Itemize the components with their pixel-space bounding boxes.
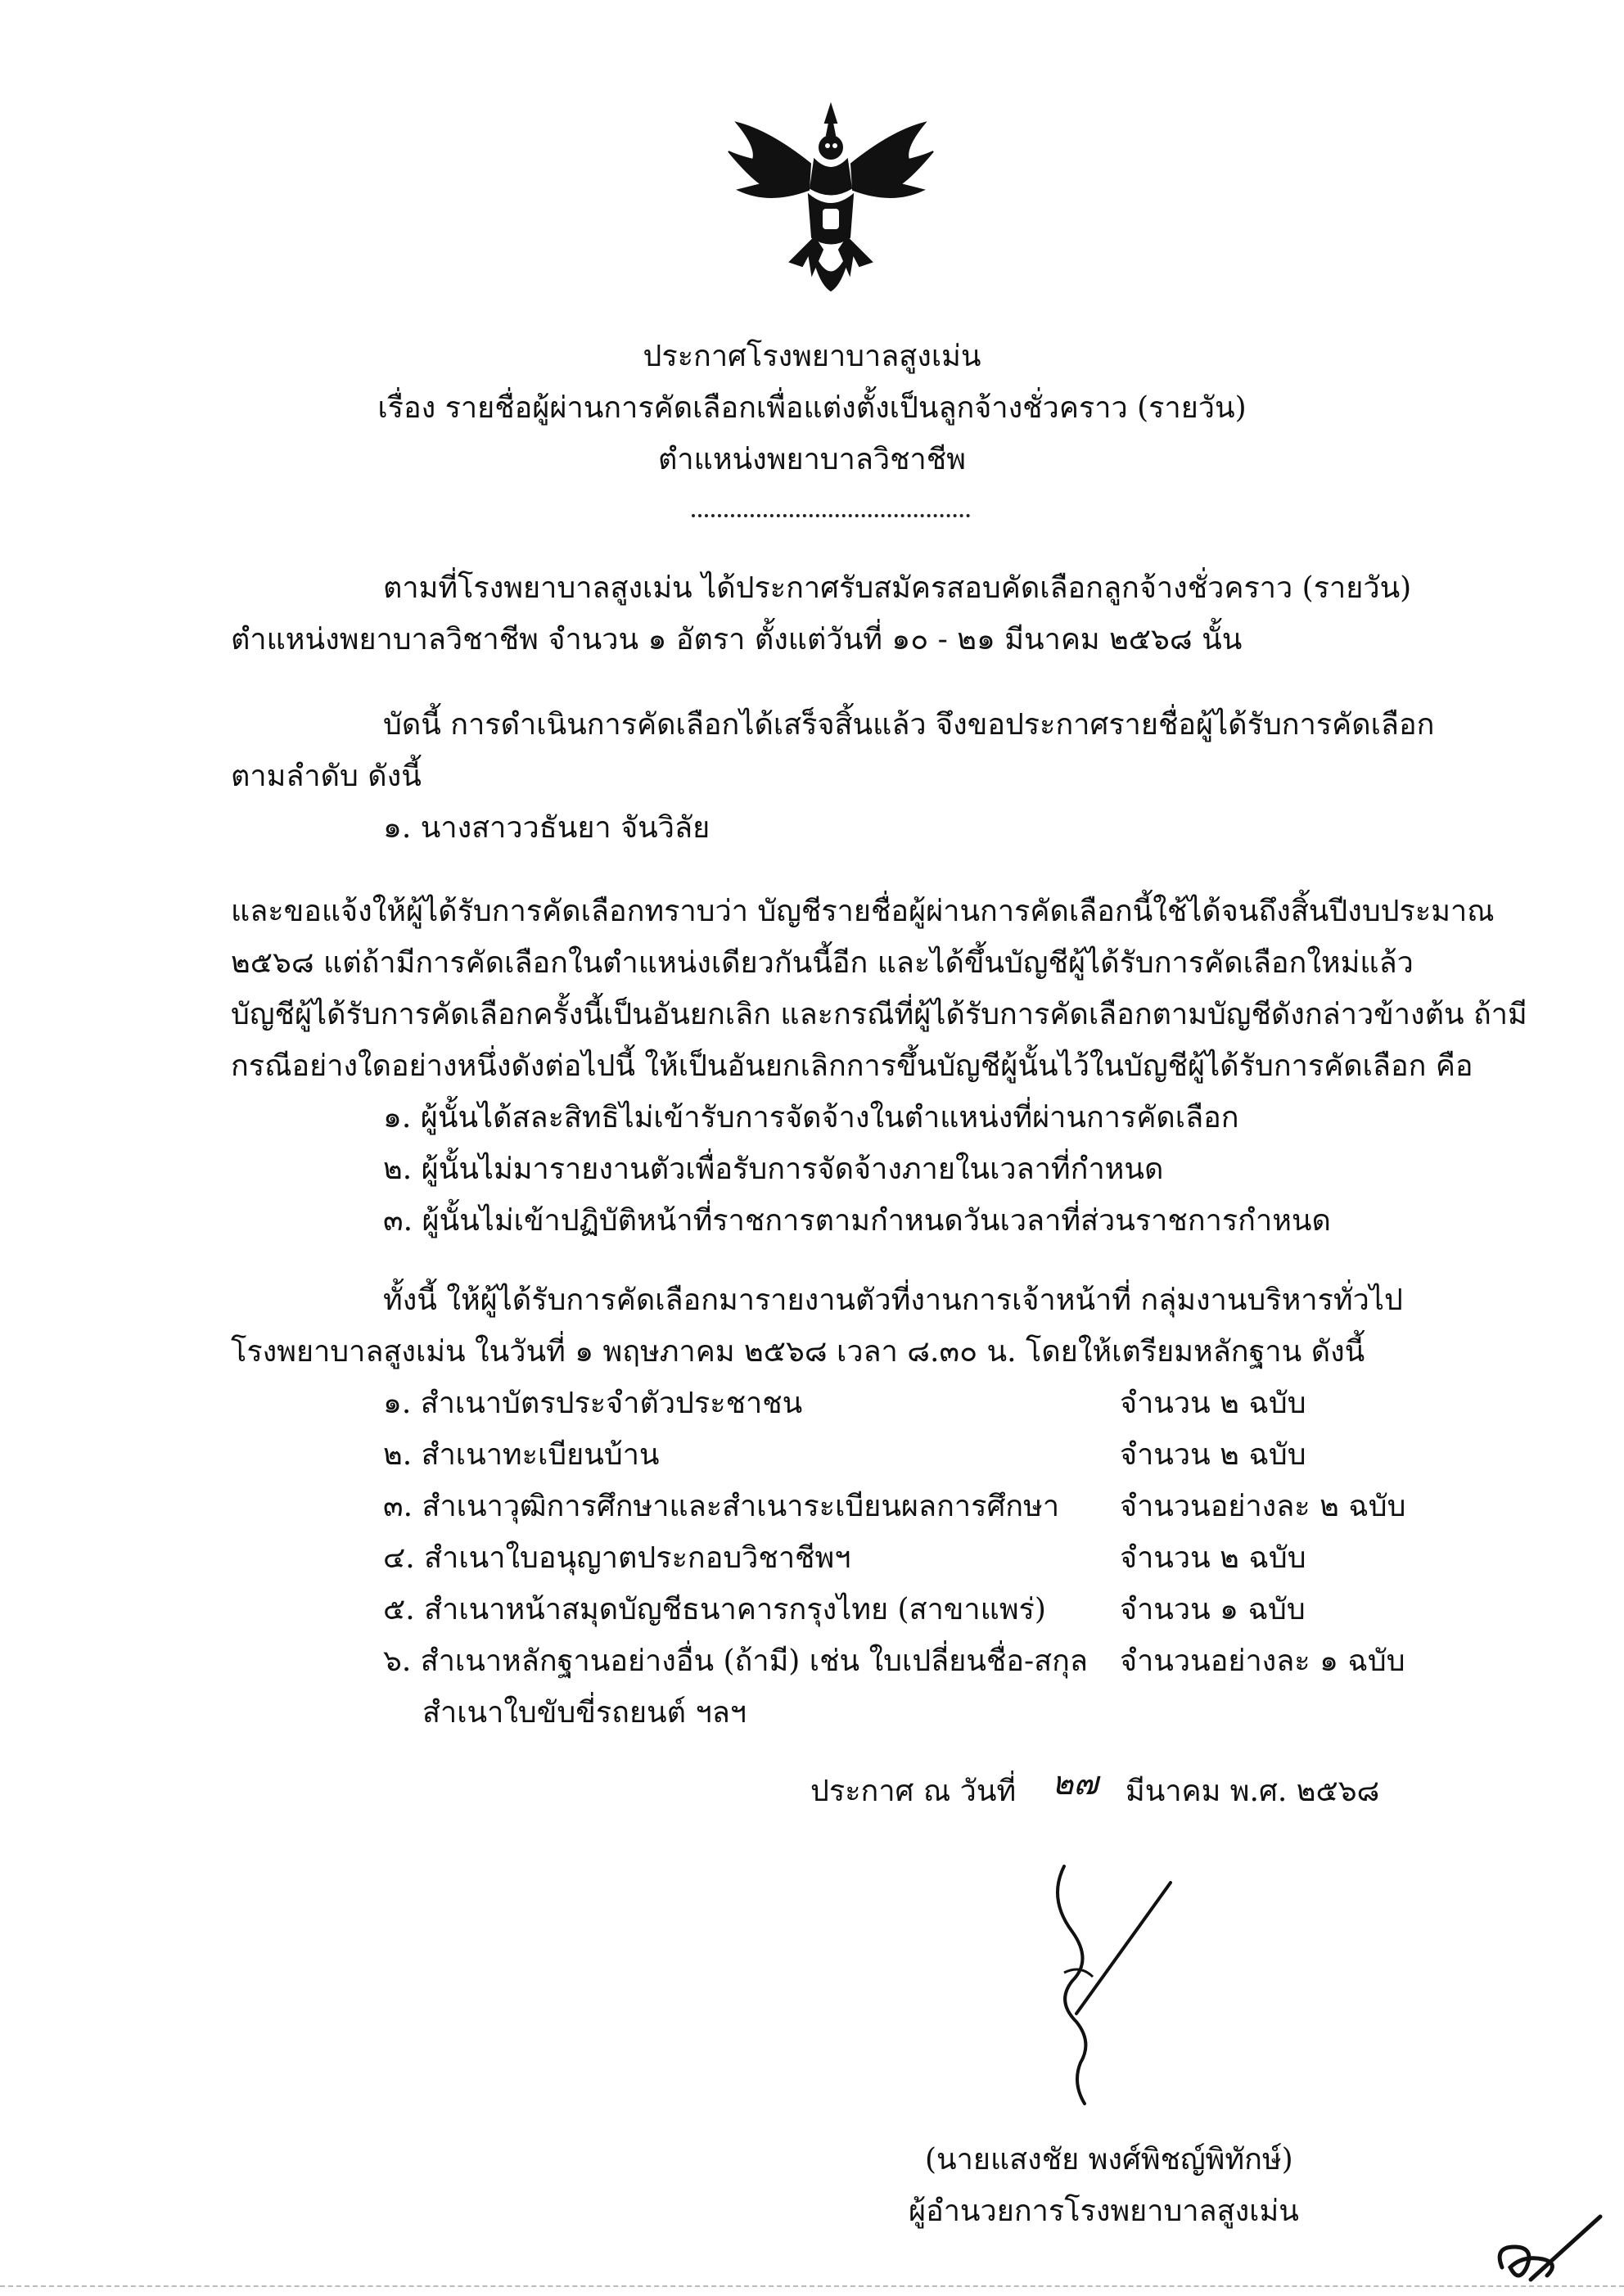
- condition-item: ๓. ผู้นั้นไม่เข้าปฏิบัติหน้าที่ราชการตามกำหนดวันเวลาที่ส่วนราชการกำหนด: [383, 1204, 1331, 1238]
- para4-line2: โรงพยาบาลสูงเม่น ในวันที่ ๑ พฤษภาคม ๒๕๖๘ เวลา ๘.๓๐ น. โดยให้เตรียมหลักฐาน ดังนี้: [231, 1335, 1365, 1369]
- candidate-item: ๑. นางสาววธันยา จันวิลัย: [383, 811, 710, 845]
- document-item-label: ๕. สำเนาหน้าสมุดบัญชีธนาคารกรุงไทย (สาขาแพร่): [383, 1593, 1046, 1626]
- para3-line2: ๒๕๖๘ แต่ถ้ามีการคัดเลือกในตำแหน่งเดียวกันนี้อีก และได้ขึ้นบัญชีผู้ได้รับการคัดเลือกใหม่แล้ว: [231, 946, 1414, 980]
- document-item-label: ๑. สำเนาบัตรประจำตัวประชาชน: [383, 1387, 803, 1420]
- announce-day-handwritten: ๒๗: [1052, 1765, 1098, 1802]
- para2-line1: บัดนี้ การดำเนินการคัดเลือกได้เสร็จสิ้นแล้ว จึงขอประกาศรายชื่อผู้ได้รับการคัดเลือก: [383, 708, 1435, 742]
- document-item-label: ๓. สำเนาวุฒิการศึกษาและสำเนาระเบียนผลการศึกษา: [383, 1490, 1060, 1523]
- document-item-continuation: สำเนาใบขับขี่รถยนต์ ฯลฯ: [422, 1696, 747, 1730]
- para3-line4: กรณีอย่างใดอย่างหนึ่งดังต่อไปนี้ ให้เป็นอันยกเลิกการขึ้นบัญชีผู้นั้นไว้ในบัญชีผู้ได้รับการคัดเลือก คือ: [231, 1049, 1473, 1083]
- announcement-position: ตำแหน่งพยาบาลวิชาชีพ: [658, 443, 966, 476]
- document-item-label: ๒. สำเนาทะเบียนบ้าน: [383, 1438, 660, 1472]
- condition-item: ๒. ผู้นั้นไม่มารายงานตัวเพื่อรับการจัดจ้างภายในเวลาที่กำหนด: [383, 1153, 1164, 1186]
- announce-date-prefix: ประกาศ ณ วันที่: [810, 1775, 1017, 1808]
- document-item-qty: จำนวน ๒ ฉบับ: [1120, 1387, 1306, 1420]
- announcement-issuer: ประกาศโรงพยาบาลสูงเม่น: [643, 340, 981, 373]
- para1-line1: ตามที่โรงพยาบาลสูงเม่น ได้ประกาศรับสมัครสอบคัดเลือกลูกจ้างชั่วคราว (รายวัน): [383, 571, 1412, 605]
- document-item-qty: จำนวนอย่างละ ๑ ฉบับ: [1120, 1644, 1405, 1678]
- document-item-qty: จำนวน ๒ ฉบับ: [1120, 1541, 1306, 1575]
- garuda-emblem-icon: [712, 98, 950, 303]
- document-item-label: ๖. สำเนาหลักฐานอย่างอื่น (ถ้ามี) เช่น ใบเปลี่ยนชื่อ-สกุล: [383, 1644, 1088, 1678]
- document-item-label: ๔. สำเนาใบอนุญาตประกอบวิชาชีพฯ: [383, 1541, 851, 1575]
- document-item-qty: จำนวน ๒ ฉบับ: [1120, 1438, 1306, 1472]
- document-item-qty: จำนวนอย่างละ ๒ ฉบับ: [1120, 1490, 1406, 1523]
- para2-line2: ตามลำดับ ดังนี้: [231, 760, 422, 793]
- initials-icon: [1486, 2210, 1608, 2288]
- para1-line2: ตำแหน่งพยาบาลวิชาชีพ จำนวน ๑ อัตรา ตั้งแต่วันที่ ๑๐ - ๒๑ มีนาคม ๒๕๖๘ นั้น: [231, 623, 1243, 656]
- announce-date-month-year: มีนาคม พ.ศ. ๒๕๖๘: [1126, 1775, 1380, 1808]
- signatory-name: (นายแสงชัย พงศ์พิชญ์พิทักษ์): [925, 2143, 1293, 2176]
- header-divider: [692, 514, 970, 517]
- para4-line1: ทั้งนี้ ให้ผู้ได้รับการคัดเลือกมารายงานตัวที่งานการเจ้าหน้าที่ กลุ่มงานบริหารทั่วไป: [383, 1283, 1403, 1317]
- scan-edge-line: [0, 2285, 1624, 2287]
- para3-line3: บัญชีผู้ได้รับการคัดเลือกครั้งนี้เป็นอันยกเลิก และกรณีที่ผู้ได้รับการคัดเลือกตามบัญชีดังกล่าวข้างต้น ถ้ามี: [231, 998, 1527, 1031]
- announcement-subject: เรื่อง รายชื่อผู้ผ่านการคัดเลือกเพื่อแต่งตั้งเป็นลูกจ้างชั่วคราว (รายวัน): [377, 391, 1247, 425]
- para3-line1: และขอแจ้งให้ผู้ได้รับการคัดเลือกทราบว่า บัญชีรายชื่อผู้ผ่านการคัดเลือกนี้ใช้ได้จนถึงสิ้นปีงบประมาณ: [231, 895, 1495, 928]
- document-item-qty: จำนวน ๑ ฉบับ: [1120, 1593, 1306, 1626]
- signature-icon: [1015, 1850, 1195, 2112]
- signatory-title: ผู้อำนวยการโรงพยาบาลสูงเม่น: [909, 2195, 1299, 2228]
- condition-item: ๑. ผู้นั้นได้สละสิทธิไม่เข้ารับการจัดจ้างในตำแหน่งที่ผ่านการคัดเลือก: [383, 1101, 1239, 1134]
